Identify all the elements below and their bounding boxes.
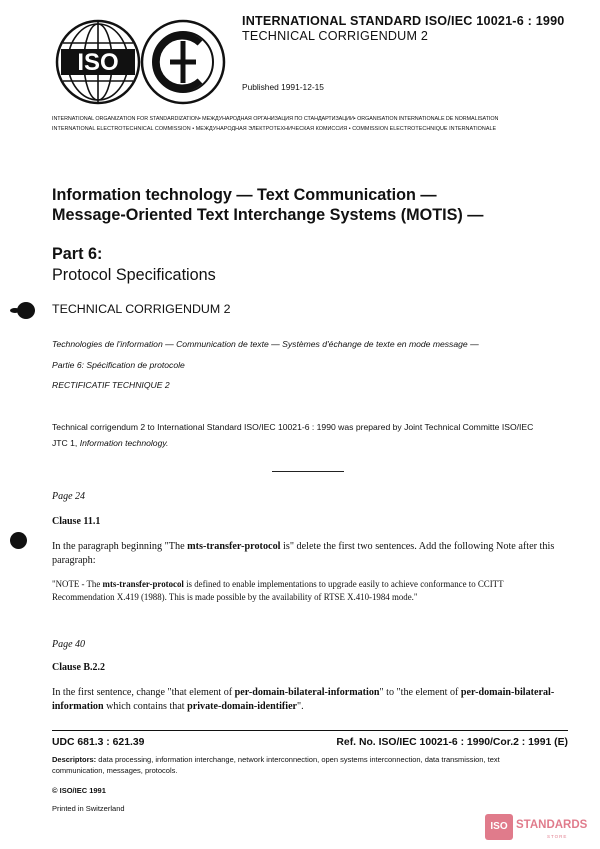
- s2-b: " to "the element of: [379, 687, 461, 698]
- printed-in: Printed in Switzerland: [52, 804, 125, 813]
- copyright: © ISO/IEC 1991: [52, 786, 106, 795]
- s2-d: ".: [297, 701, 304, 712]
- part-title: Protocol Specifications: [52, 266, 216, 284]
- s1-note-b: is defined to enable implementations to upgrade easily to achieve conformance to CCITT: [183, 579, 504, 589]
- intro-line2-prefix: JTC 1,: [52, 438, 80, 448]
- clause-b-2-2: Clause B.2.2: [52, 662, 106, 673]
- part-number: Part 6:: [52, 245, 103, 263]
- watermark-store-text: STORE: [547, 834, 568, 839]
- s2-bold2: per-domain-bilateral-: [460, 687, 555, 698]
- document-title-line2: Message-Oriented Text Interchange Systems (MOTIS) —: [52, 206, 484, 224]
- section2-paragraph-line2: [52, 701, 304, 712]
- udc-code: UDC 681.3 : 621.39: [52, 737, 145, 748]
- section1-note-line1: [52, 579, 504, 589]
- reference-number: Ref. No. ISO/IEC 10021-6 : 1990/Cor.2 : 1991 (E): [336, 737, 568, 748]
- section1-note-line2: Recommendation X.419 (1988). This is made possible by the availability of RTSE X.410-1984 mode.": [52, 592, 418, 602]
- descriptors-line1: [52, 755, 500, 764]
- french-title-line2: Partie 6: Spécification de protocole: [52, 360, 185, 370]
- french-title-line3: RECTIFICATIF TECHNIQUE 2: [52, 380, 170, 390]
- iso-logo: [55, 19, 141, 105]
- s2-bold4: private-domain-identifier: [187, 701, 298, 712]
- clause-11-1: Clause 11.1: [52, 516, 101, 527]
- s1-p1-b: is" delete the first two sentences. Add the following Note after this: [280, 541, 555, 552]
- short-divider: [272, 471, 344, 472]
- iso-logo-text: ISO: [77, 49, 119, 76]
- watermark-standards-text: STANDARDS: [516, 819, 588, 831]
- french-title-line1: Technologies de l'information — Communication de texte — Systèmes d'échange de texte en mode message —: [52, 339, 479, 349]
- standard-title: INTERNATIONAL STANDARD ISO/IEC 10021-6 : 1990: [242, 14, 565, 28]
- technical-corrigendum-heading: TECHNICAL CORRIGENDUM 2: [52, 302, 231, 316]
- s2-bold1: per-domain-bilateral-information: [234, 687, 380, 698]
- s2-c: which contains that: [103, 701, 188, 712]
- intro-line2-italic: Information technology.: [79, 438, 169, 448]
- s2-bold3: information: [52, 701, 104, 712]
- intro-line1: Technical corrigendum 2 to International Standard ISO/IEC 10021-6 : 1990 was prepared by Joint Technical Committe ISO/IEC: [52, 422, 534, 432]
- descriptors-text: data processing, information interchange, network interconnection, open systems interconnection, data transmission, text: [96, 755, 500, 764]
- descriptors-line2: communication, messages, protocols.: [52, 766, 178, 775]
- page-24-ref: Page 24: [52, 491, 86, 502]
- section1-paragraph-line1: [52, 541, 554, 552]
- section1-paragraph-line2: paragraph:: [52, 555, 96, 566]
- iso-organization-line: INTERNATIONAL ORGANIZATION FOR STANDARDIZATION• МЕЖДУНАРОДНАЯ ОРГАНИЗАЦИЯ ПО СТАНДАРТИЗАЦИИ• ORGANISATION INTERNATIONALE DE NORMALISATION: [52, 116, 499, 122]
- watermark: [485, 812, 597, 844]
- footer-rule: [52, 730, 568, 731]
- descriptors-label: Descriptors:: [52, 755, 97, 764]
- margin-bullet-1-tail: [10, 308, 20, 313]
- margin-bullet-2: [10, 532, 27, 549]
- iec-logo: [140, 19, 226, 105]
- page-40-ref: Page 40: [52, 639, 86, 650]
- s2-a: In the first sentence, change "that element of: [52, 687, 235, 698]
- s1-p1-a: In the paragraph beginning "The: [52, 541, 188, 552]
- watermark-iso-text: ISO: [490, 821, 508, 832]
- s1-p1-bold: mts-transfer-protocol: [187, 541, 281, 552]
- iec-organization-line: INTERNATIONAL ELECTROTECHNICAL COMMISSION • МЕЖДУНАРОДНАЯ ЭЛЕКТРОТЕХНИЧЕСКАЯ КОМИССИЯ • COMMISSION ELECTROTECHNIQUE INTERNATIONALE: [52, 126, 497, 132]
- intro-line2: [52, 438, 168, 448]
- section2-paragraph-line1: [52, 687, 554, 698]
- corrigendum-label: TECHNICAL CORRIGENDUM 2: [242, 29, 429, 43]
- document-title-line1: Information technology — Text Communication —: [52, 186, 437, 204]
- s1-note-a: "NOTE - The: [52, 579, 103, 589]
- published-date: Published 1991-12-15: [242, 82, 324, 92]
- s1-note-bold: mts-transfer-protocol: [102, 579, 184, 589]
- iec-logo-text: IEC: [182, 101, 184, 102]
